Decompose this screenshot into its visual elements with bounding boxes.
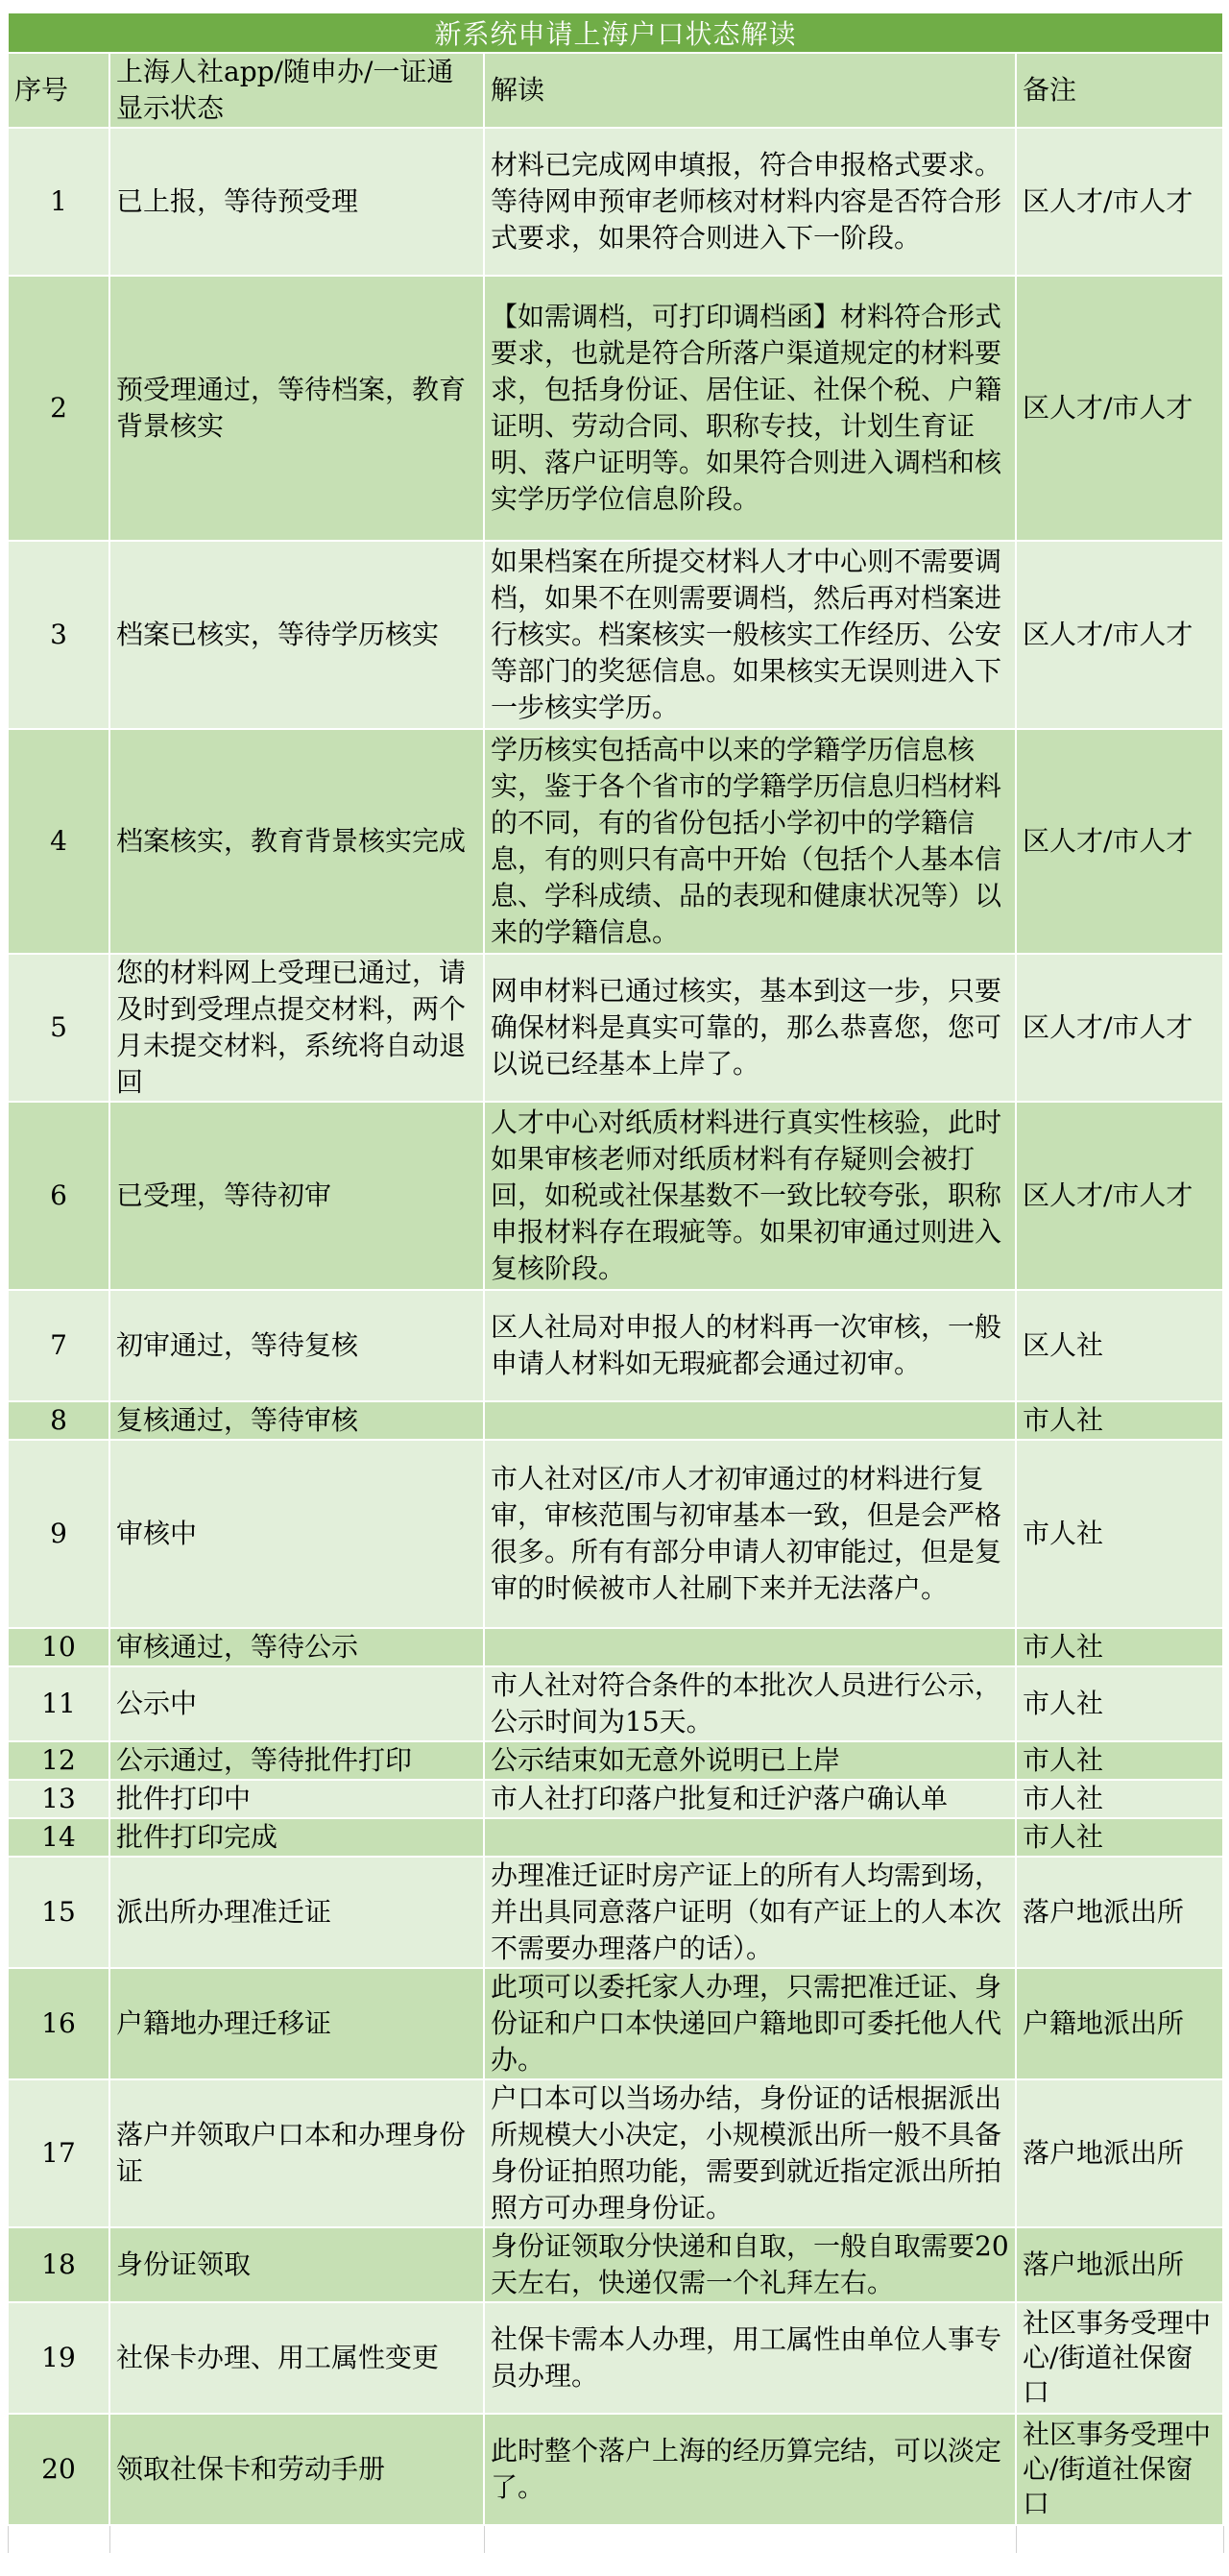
row-number: 17 xyxy=(8,2079,109,2227)
table-row xyxy=(8,729,1223,954)
row-remark: 落户地派出所 xyxy=(1016,2227,1223,2302)
row-interpretation: 户口本可以当场办结，身份证的话根据派出所规模大小决定，小规模派出所一般不具备身份证拍照功能，需要到就近指定派出所拍照方可办理身份证。 xyxy=(484,2079,1016,2227)
row-status: 复核通过，等待审核 xyxy=(109,1401,484,1440)
title-row xyxy=(8,12,1223,53)
row-remark: 社区事务受理中心/街道社保窗口 xyxy=(1016,2414,1223,2525)
header-remark: 备注 xyxy=(1016,53,1223,128)
row-remark: 落户地派出所 xyxy=(1016,1857,1223,1968)
header-status: 上海人社app/随申办/一证通显示状态 xyxy=(109,53,484,128)
table-row xyxy=(8,1628,1223,1666)
row-status: 初审通过，等待复核 xyxy=(109,1290,484,1401)
row-remark: 区人才/市人才 xyxy=(1016,954,1223,1102)
row-remark: 社区事务受理中心/街道社保窗口 xyxy=(1016,2302,1223,2414)
table-row xyxy=(8,2414,1223,2525)
row-status: 批件打印完成 xyxy=(109,1818,484,1857)
table-row xyxy=(8,128,1223,276)
empty-cell xyxy=(484,2525,1016,2554)
row-number: 3 xyxy=(8,541,109,729)
row-number: 18 xyxy=(8,2227,109,2302)
table-row xyxy=(8,954,1223,1102)
row-number: 2 xyxy=(8,276,109,541)
table-row xyxy=(8,1857,1223,1968)
row-status: 公示通过，等待批件打印 xyxy=(109,1741,484,1780)
row-remark: 市人社 xyxy=(1016,1628,1223,1666)
row-remark: 区人才/市人才 xyxy=(1016,541,1223,729)
row-interpretation: 办理准迁证时房产证上的所有人均需到场，并出具同意落户证明（如有产证上的人本次不需要办理落户的话）。 xyxy=(484,1857,1016,1968)
row-interpretation: 【如需调档，可打印调档函】材料符合形式要求，也就是符合所落户渠道规定的材料要求，包括身份证、居住证、社保个税、户籍证明、劳动合同、职称专技，计划生育证明、落户证明等。如果符合则进入调档和核实学历学位信息阶段。 xyxy=(484,276,1016,541)
row-status: 批件打印中 xyxy=(109,1780,484,1818)
table-row xyxy=(8,1818,1223,1857)
row-status: 派出所办理准迁证 xyxy=(109,1857,484,1968)
table-row xyxy=(8,2302,1223,2414)
row-status: 落户并领取户口本和办理身份证 xyxy=(109,2079,484,2227)
row-status: 公示中 xyxy=(109,1666,484,1741)
row-interpretation: 网申材料已通过核实，基本到这一步，只要确保材料是真实可靠的，那么恭喜您，您可以说已经基本上岸了。 xyxy=(484,954,1016,1102)
row-status: 您的材料网上受理已通过，请及时到受理点提交材料，两个月未提交材料，系统将自动退回 xyxy=(109,954,484,1102)
table-row xyxy=(8,1440,1223,1628)
row-interpretation xyxy=(484,1628,1016,1666)
row-remark: 市人社 xyxy=(1016,1401,1223,1440)
header-row xyxy=(8,53,1223,128)
row-remark: 区人才/市人才 xyxy=(1016,729,1223,954)
row-interpretation: 如果档案在所提交材料人才中心则不需要调档，如果不在则需要调档，然后再对档案进行核实。档案核实一般核实工作经历、公安等部门的奖惩信息。如果核实无误则进入下一步核实学历。 xyxy=(484,541,1016,729)
table-row xyxy=(8,1401,1223,1440)
row-number: 8 xyxy=(8,1401,109,1440)
row-number: 13 xyxy=(8,1780,109,1818)
table-title: 新系统申请上海户口状态解读 xyxy=(8,12,1223,53)
empty-cell xyxy=(1016,2525,1223,2554)
table-row xyxy=(8,2079,1223,2227)
row-remark: 区人社 xyxy=(1016,1290,1223,1401)
status-table-container xyxy=(7,12,1222,2555)
row-status: 社保卡办理、用工属性变更 xyxy=(109,2302,484,2414)
row-interpretation: 人才中心对纸质材料进行真实性核验，此时如果审核老师对纸质材料有存疑则会被打回，如税或社保基数不一致比较夸张，职称申报材料存在瑕疵等。如果初审通过则进入复核阶段。 xyxy=(484,1102,1016,1290)
empty-row xyxy=(8,2525,1223,2554)
table-row xyxy=(8,1102,1223,1290)
row-interpretation: 此项可以委托家人办理，只需把准迁证、身份证和户口本快递回户籍地即可委托他人代办。 xyxy=(484,1968,1016,2079)
row-status: 审核通过，等待公示 xyxy=(109,1628,484,1666)
row-number: 10 xyxy=(8,1628,109,1666)
row-interpretation: 学历核实包括高中以来的学籍学历信息核实，鉴于各个省市的学籍学历信息归档材料的不同，有的省份包括小学初中的学籍信息，有的则只有高中开始（包括个人基本信息、学科成绩、品的表现和健康状况等）以来的学籍信息。 xyxy=(484,729,1016,954)
empty-cell xyxy=(8,2525,109,2554)
table-row xyxy=(8,1780,1223,1818)
row-number: 19 xyxy=(8,2302,109,2414)
table-row xyxy=(8,541,1223,729)
row-interpretation xyxy=(484,1401,1016,1440)
row-number: 7 xyxy=(8,1290,109,1401)
row-interpretation: 市人社对区/市人才初审通过的材料进行复审，审核范围与初审基本一致，但是会严格很多。所有有部分申请人初审能过，但是复审的时候被市人社刷下来并无法落户。 xyxy=(484,1440,1016,1628)
row-number: 1 xyxy=(8,128,109,276)
row-number: 16 xyxy=(8,1968,109,2079)
row-status: 档案核实，教育背景核实完成 xyxy=(109,729,484,954)
table-row xyxy=(8,1290,1223,1401)
row-number: 9 xyxy=(8,1440,109,1628)
row-number: 4 xyxy=(8,729,109,954)
row-remark: 落户地派出所 xyxy=(1016,2079,1223,2227)
row-status: 档案已核实，等待学历核实 xyxy=(109,541,484,729)
row-number: 5 xyxy=(8,954,109,1102)
row-interpretation xyxy=(484,1818,1016,1857)
row-interpretation: 公示结束如无意外说明已上岸 xyxy=(484,1741,1016,1780)
table-row xyxy=(8,1968,1223,2079)
header-interpretation: 解读 xyxy=(484,53,1016,128)
header-number: 序号 xyxy=(8,53,109,128)
row-interpretation: 区人社局对申报人的材料再一次审核，一般申请人材料如无瑕疵都会通过初审。 xyxy=(484,1290,1016,1401)
row-remark: 市人社 xyxy=(1016,1440,1223,1628)
row-status: 审核中 xyxy=(109,1440,484,1628)
row-interpretation: 身份证领取分快递和自取，一般自取需要20天左右，快递仅需一个礼拜左右。 xyxy=(484,2227,1016,2302)
row-remark: 区人才/市人才 xyxy=(1016,128,1223,276)
row-remark: 市人社 xyxy=(1016,1818,1223,1857)
row-status: 身份证领取 xyxy=(109,2227,484,2302)
row-number: 15 xyxy=(8,1857,109,1968)
row-remark: 区人才/市人才 xyxy=(1016,1102,1223,1290)
row-number: 11 xyxy=(8,1666,109,1741)
table-row xyxy=(8,2227,1223,2302)
row-interpretation: 市人社对符合条件的本批次人员进行公示，公示时间为15天。 xyxy=(484,1666,1016,1741)
row-status: 领取社保卡和劳动手册 xyxy=(109,2414,484,2525)
status-table xyxy=(7,12,1224,2555)
row-status: 已上报，等待预受理 xyxy=(109,128,484,276)
row-remark: 市人社 xyxy=(1016,1741,1223,1780)
empty-cell xyxy=(109,2525,484,2554)
row-interpretation: 社保卡需本人办理，用工属性由单位人事专员办理。 xyxy=(484,2302,1016,2414)
table-row xyxy=(8,276,1223,541)
row-remark: 市人社 xyxy=(1016,1780,1223,1818)
row-number: 12 xyxy=(8,1741,109,1780)
row-remark: 市人社 xyxy=(1016,1666,1223,1741)
row-number: 14 xyxy=(8,1818,109,1857)
row-interpretation: 材料已完成网申填报，符合申报格式要求。等待网申预审老师核对材料内容是否符合形式要求，如果符合则进入下一阶段。 xyxy=(484,128,1016,276)
table-row xyxy=(8,1666,1223,1741)
row-interpretation: 市人社打印落户批复和迁沪落户确认单 xyxy=(484,1780,1016,1818)
row-remark: 户籍地派出所 xyxy=(1016,1968,1223,2079)
table-row xyxy=(8,1741,1223,1780)
row-status: 预受理通过，等待档案，教育背景核实 xyxy=(109,276,484,541)
row-number: 20 xyxy=(8,2414,109,2525)
row-status: 户籍地办理迁移证 xyxy=(109,1968,484,2079)
row-interpretation: 此时整个落户上海的经历算完结，可以淡定了。 xyxy=(484,2414,1016,2525)
row-remark: 区人才/市人才 xyxy=(1016,276,1223,541)
row-number: 6 xyxy=(8,1102,109,1290)
row-status: 已受理，等待初审 xyxy=(109,1102,484,1290)
